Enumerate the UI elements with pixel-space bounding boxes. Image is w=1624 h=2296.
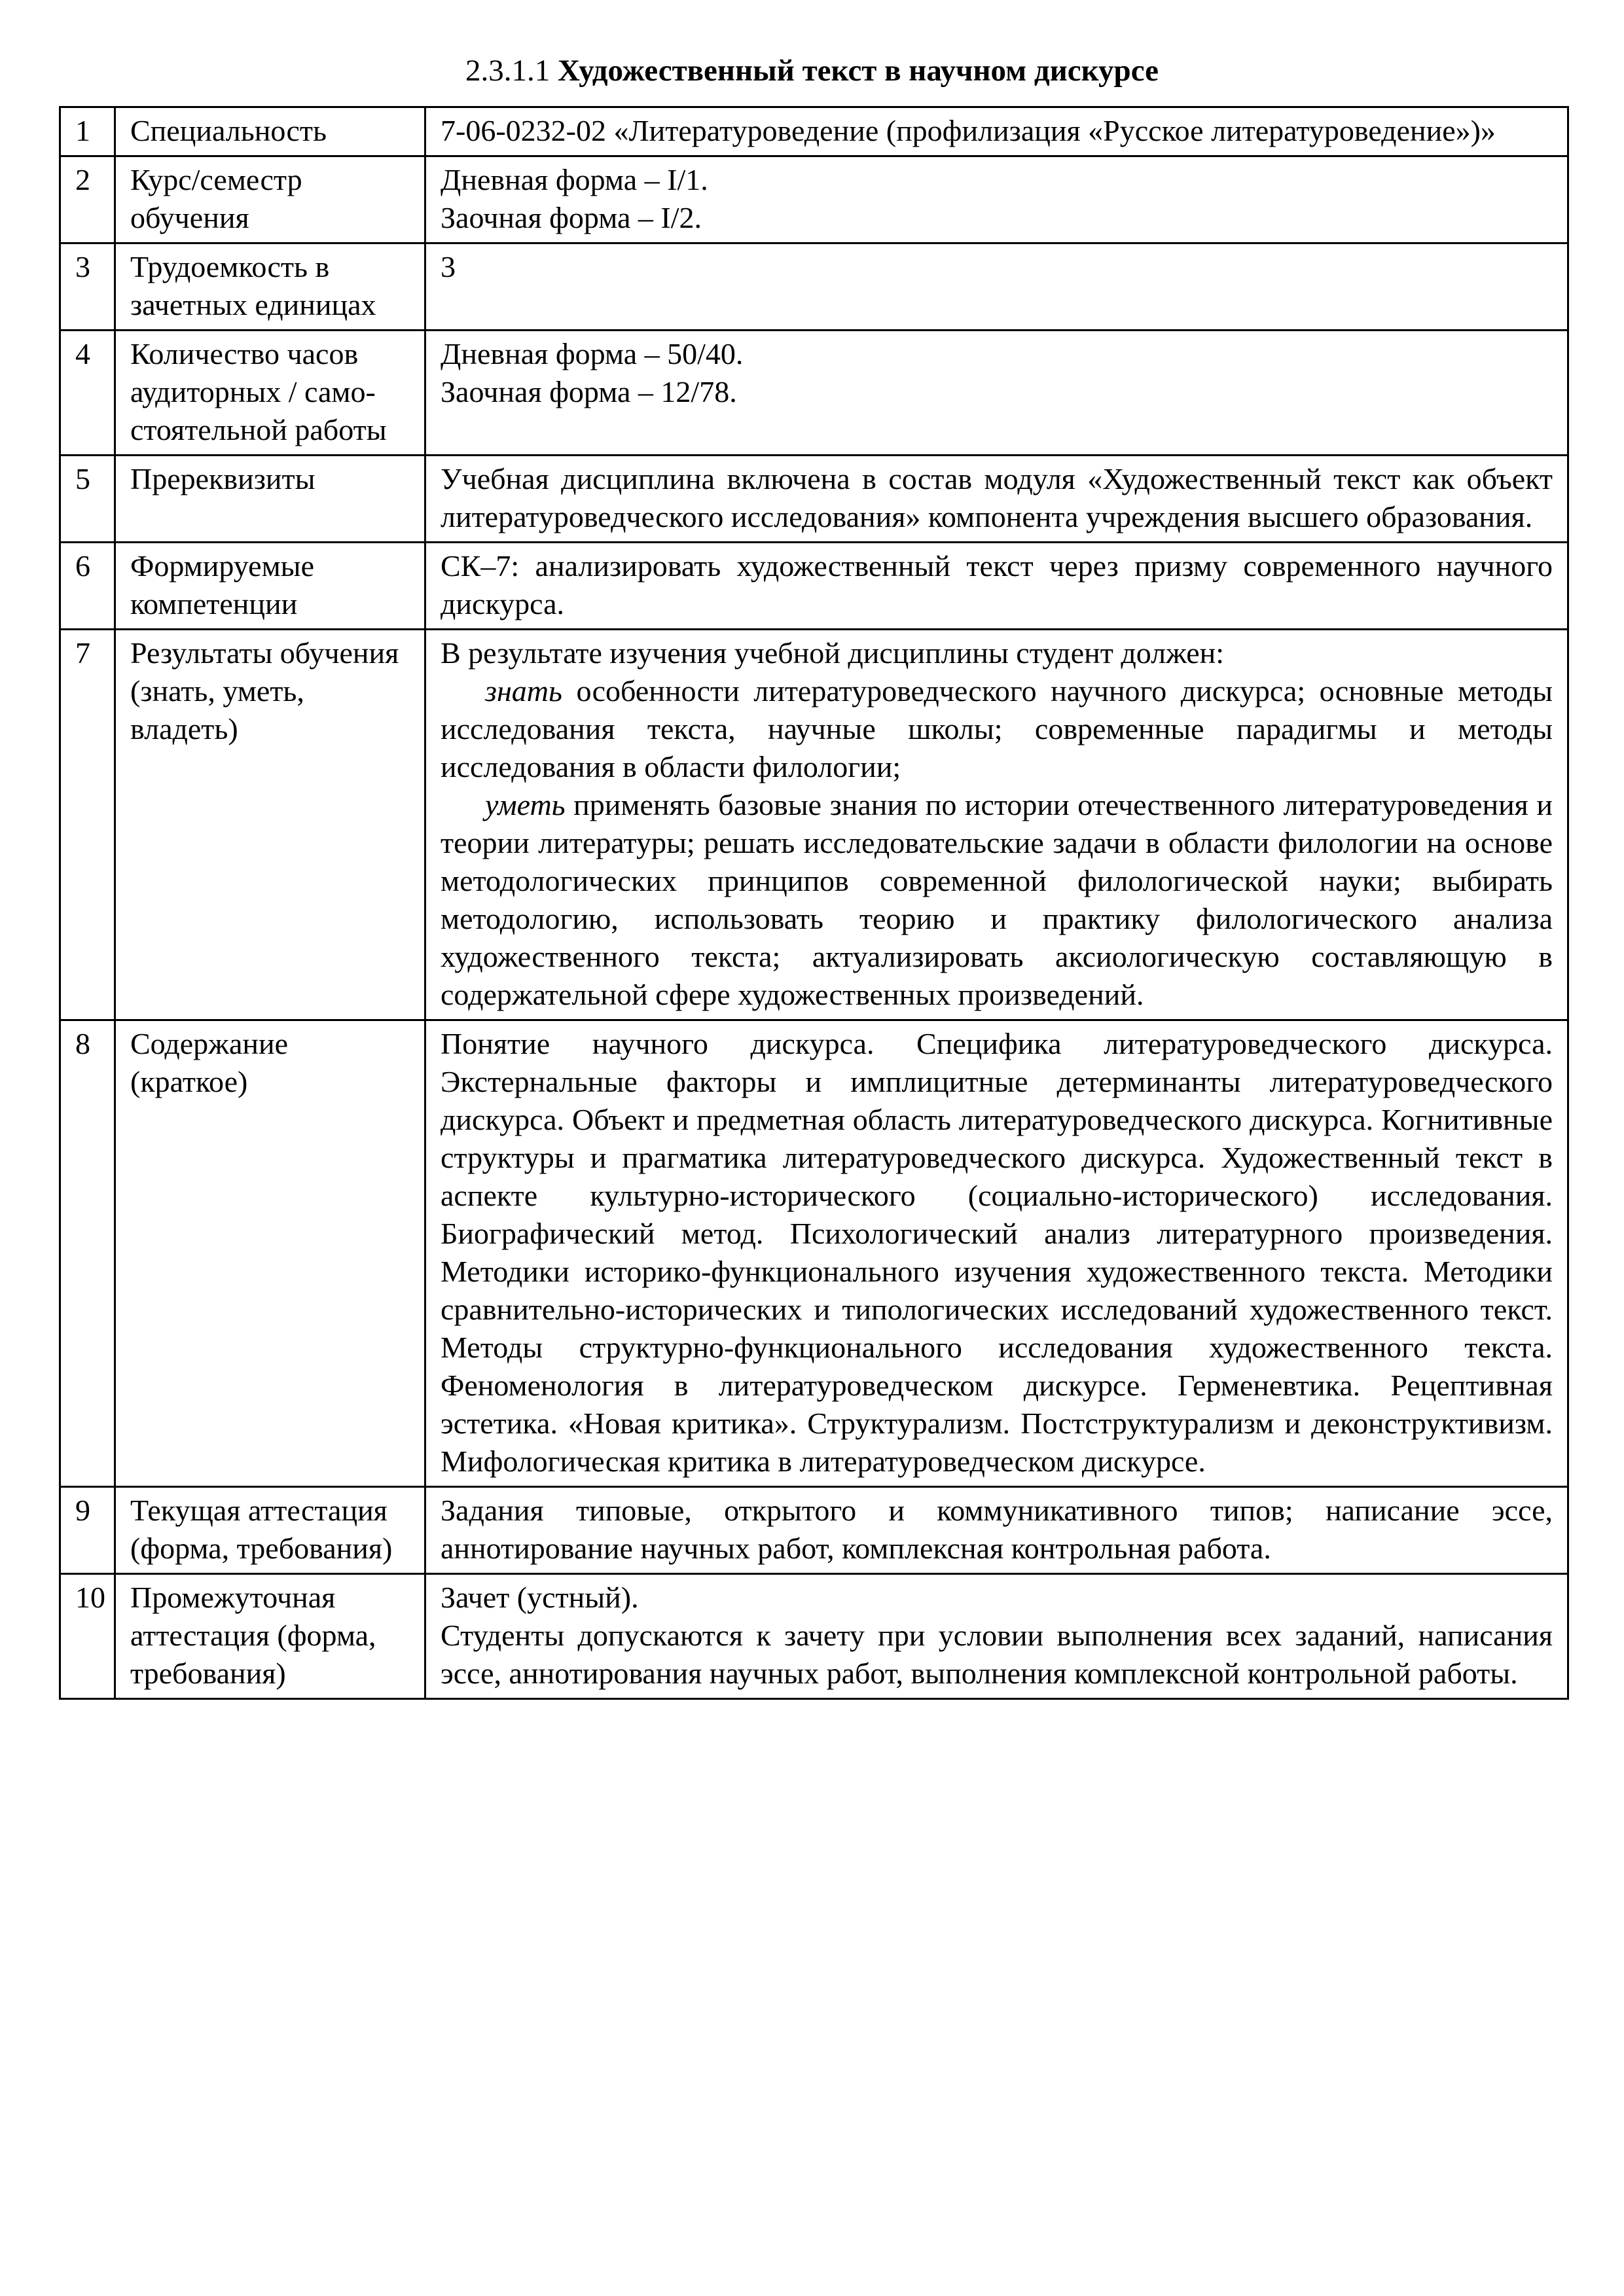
section-name: Художественный текст в научном дискурсе bbox=[558, 54, 1159, 88]
value-text: Понятие научного дискурса. Специфика литературоведческого дискурса. Экстернальные факторы и имплицитные детерминанты литературоведческого дискурса. Объект и предметная область литературоведческого дискурса. Когнитивные структуры и прагматика литературоведческого дискурса. Художественный текст в аспекте культурно-исторического (социально-исторического) исследования. Биографический метод. Психологический анализ литературного произведения. Методики историко-функционального изучения художественного текста. Методики сравнительно-исторических и типологических исследований художественного текст. Методы структурно-функционального исследования художественного текста. Феноменология в литературоведческом дискурсе. Герменевтика. Рецептивная эстетика. «Новая критика». Структурализм. Постструктурализм и деконструктивизм. Мифологическая критика в литературоведческом дискурсе. bbox=[441, 1027, 1553, 1478]
value-text: Учебная дисциплина включена в состав модуля «Художественный текст как объект литературоведческого исследования» компонента учреждения высшего образования. bbox=[441, 462, 1553, 533]
row-number: 4 bbox=[60, 331, 115, 456]
value-text: Зачет (устный). bbox=[441, 1581, 639, 1614]
page-title bbox=[0, 51, 1624, 90]
value-text: Заочная форма – I/2. bbox=[441, 201, 702, 234]
table-row bbox=[60, 156, 1568, 243]
value-text: 3 bbox=[441, 250, 456, 283]
row-value bbox=[425, 1574, 1568, 1699]
table-row bbox=[60, 456, 1568, 543]
row-label: Промежуточная аттестация (форма, требования) bbox=[115, 1574, 425, 1699]
row-number: 10 bbox=[60, 1574, 115, 1699]
row-number: 7 bbox=[60, 630, 115, 1020]
table-row bbox=[60, 1020, 1568, 1487]
row-value bbox=[425, 630, 1568, 1020]
row-label: Пререквизиты bbox=[115, 456, 425, 543]
value-text: Дневная форма – 50/40. bbox=[441, 337, 744, 370]
value-text: 7-06-0232-02 «Литературоведение (профилизация «Русское литературоведение»)» bbox=[441, 114, 1496, 147]
row-number: 6 bbox=[60, 543, 115, 630]
row-label: Специальность bbox=[115, 107, 425, 156]
row-label: Формируемые компетенции bbox=[115, 543, 425, 630]
syllabus-table bbox=[59, 106, 1569, 1700]
row-label: Содержание (краткое) bbox=[115, 1020, 425, 1487]
row-number: 2 bbox=[60, 156, 115, 243]
row-label: Трудоемкость в зачетных единицах bbox=[115, 243, 425, 331]
value-text: Заочная форма – 12/78. bbox=[441, 375, 737, 408]
row-value bbox=[425, 1487, 1568, 1574]
table-row bbox=[60, 331, 1568, 456]
row-value bbox=[425, 543, 1568, 630]
row-label: Текущая аттестация (форма, требования) bbox=[115, 1487, 425, 1574]
row-number: 9 bbox=[60, 1487, 115, 1574]
row-number: 3 bbox=[60, 243, 115, 331]
row-label: Количество часов аудиторных / само-стоятельной работы bbox=[115, 331, 425, 456]
can-text: применять базовые знания по истории отечественного литературоведения и теории литературы; решать исследовательские задачи в области филологии на основе методологических принципов современной филологической науки; выбирать методологию, использовать теорию и практику филологического анализа художественного текста; актуализировать аксиологическую составляющую в содержательной сфере художественных произведений. bbox=[441, 788, 1553, 1011]
row-value bbox=[425, 156, 1568, 243]
table-row bbox=[60, 1487, 1568, 1574]
know-word: знать bbox=[485, 674, 562, 708]
know-paragraph bbox=[441, 672, 1553, 786]
value-text: Дневная форма – I/1. bbox=[441, 163, 708, 196]
row-value bbox=[425, 456, 1568, 543]
value-text: Студенты допускаются к зачету при условии выполнения всех заданий, написания эссе, аннотирования научных работ, выполнения комплексной контрольной работы. bbox=[441, 1619, 1553, 1690]
table-row bbox=[60, 107, 1568, 156]
value-text: СК–7: анализировать художественный текст через призму современного научного дискурса. bbox=[441, 549, 1553, 620]
row-value bbox=[425, 1020, 1568, 1487]
learning-outcomes-intro: В результате изучения учебной дисциплины студент должен: bbox=[441, 636, 1225, 670]
row-value bbox=[425, 107, 1568, 156]
row-value bbox=[425, 243, 1568, 331]
row-number: 8 bbox=[60, 1020, 115, 1487]
table-row bbox=[60, 630, 1568, 1020]
can-word: уметь bbox=[485, 788, 566, 821]
row-label: Курс/семестр обучения bbox=[115, 156, 425, 243]
row-value bbox=[425, 331, 1568, 456]
value-text: Задания типовые, открытого и коммуникативного типов; написание эссе, аннотирование научных работ, комплексная контрольная работа. bbox=[441, 1494, 1553, 1565]
row-number: 5 bbox=[60, 456, 115, 543]
table-row bbox=[60, 1574, 1568, 1699]
table-row bbox=[60, 543, 1568, 630]
can-paragraph bbox=[441, 786, 1553, 1014]
section-number: 2.3.1.1 bbox=[465, 54, 550, 88]
know-text: особенности литературоведческого научного дискурса; основные методы исследования текста, научные школы; современные парадигмы и методы исследования в области филологии; bbox=[441, 674, 1553, 783]
row-label: Результаты обучения (знать, уметь, владеть) bbox=[115, 630, 425, 1020]
row-number: 1 bbox=[60, 107, 115, 156]
table-row bbox=[60, 243, 1568, 331]
